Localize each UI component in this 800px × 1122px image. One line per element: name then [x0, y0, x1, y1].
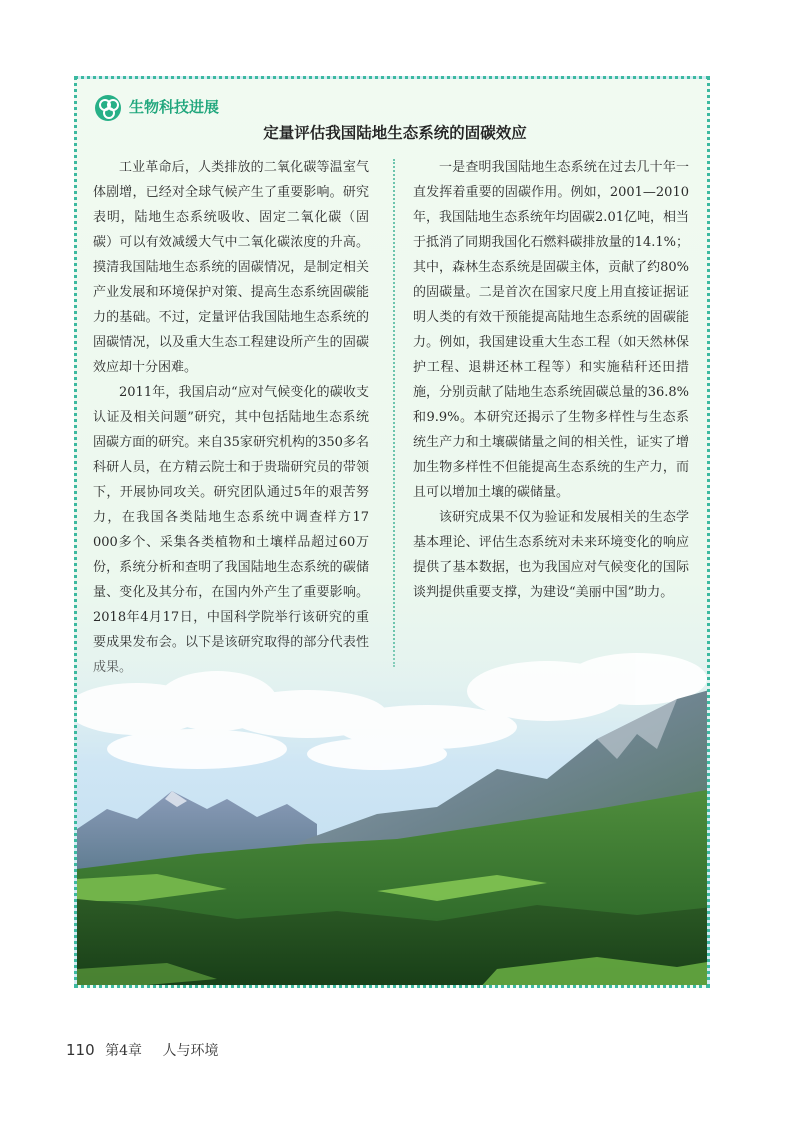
left-column: [93, 155, 369, 680]
feature-box: [74, 76, 710, 988]
column-divider: [393, 159, 395, 667]
article-title: 定量评估我国陆地生态系统的固碳效应: [263, 124, 527, 142]
chapter-title: 人与环境: [162, 1043, 219, 1059]
paragraph: 工业革命后，人类排放的二氧化碳等温室气体剧增，已经对全球气候产生了重要影响。研究表明，陆地生态系统吸收、固定二氧化碳（固碳）可以有效减缓大气中二氧化碳浓度的升高。摸清我国陆地生态系统的固碳情况，是制定相关产业发展和环境保护对策、提高生态系统固碳能力的基础。不过，定量评估我国陆地生态系统的固碳情况，以及重大生态工程建设所产生的固碳效应却十分困难。: [93, 160, 369, 375]
paragraph: 一是查明我国陆地生态系统在过去几十年一直发挥着重要的固碳作用。例如，2001—2010年，我国陆地生态系统年均固碳2.01亿吨，相当于抵消了同期我国化石燃料碳排放量的14.1%；其中，森林生态系统是固碳主体，贡献了约80%的固碳量。二是首次在国家尺度上用直接证据证明人类的有效干预能提高陆地生态系统的固碳能力。例如，我国建设重大生态工程（如天然林保护工程、退耕还林工程等）和实施秸秆还田措施，分别贡献了陆地生态系统固碳总量的36.8%和9.9%。本研究还揭示了生物多样性与生态系统生产力和土壤碳储量之间的相关性，证实了增加生物多样性不但能提高生态系统的生产力，而且可以增加土壤的碳储量。: [413, 160, 689, 500]
paragraph: 2011年，我国启动“应对气候变化的碳收支认证及相关问题”研究，其中包括陆地生态系统固碳方面的研究。来自35家研究机构的350多名科研人员，在方精云院士和于贵瑞研究员的带领下，开展协同攻关。研究团队通过5年的艰苦努力，在我国各类陆地生态系统中调查样方17 000多个、采集各类植物和土壤样品超过60万份，系统分析和查明了我国陆地生态系统的碳储量、变化及其分布，在国内外产生了重要影响。2018年4月17日，中国科学院举行该研究的重: [93, 385, 369, 625]
page-footer: [66, 1040, 218, 1060]
page-number: 110: [66, 1041, 95, 1059]
three-circles-icon: [95, 95, 121, 121]
paragraph: 该研究成果不仅为验证和发展相关的生态学基本理论、评估生态系统对未来环境变化的响应提供了基本数据，也为我国应对气候变化的国际谈判提供重要支撑，为建设“美丽中国”助力。: [413, 510, 689, 600]
section-label: 生物科技进展: [129, 98, 220, 116]
right-column: [413, 155, 689, 605]
chapter-number: 第4章: [105, 1043, 143, 1059]
mountain-landscape-image: [77, 639, 710, 988]
